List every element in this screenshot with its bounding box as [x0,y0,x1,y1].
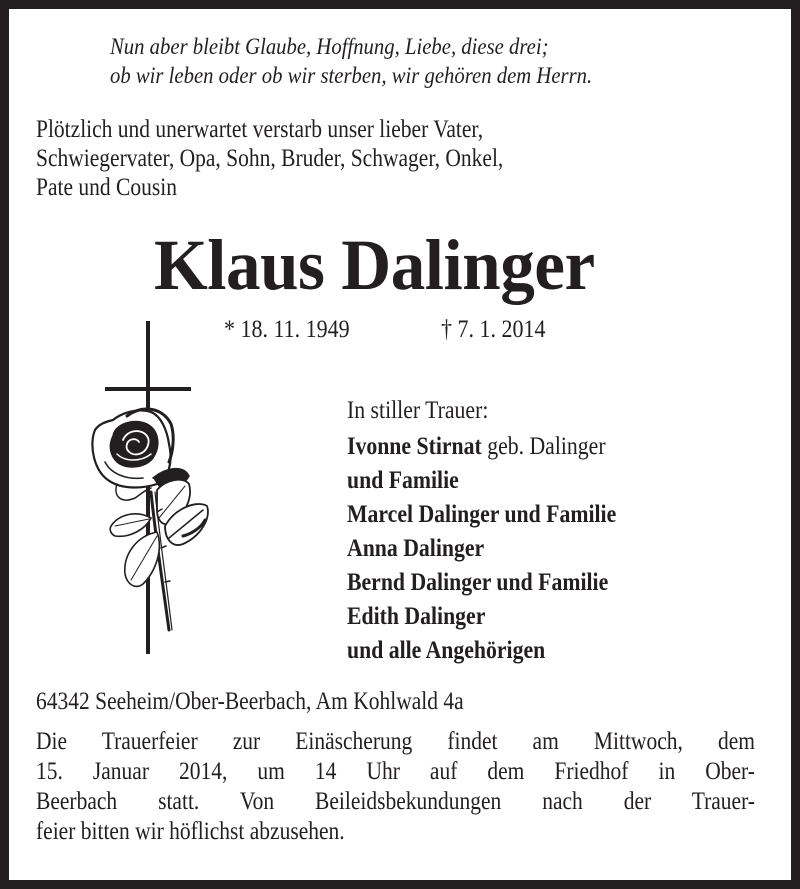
announcement-intro [36,115,579,202]
mourner-entry: Ivonne Stirnat geb. Dalinger [347,433,606,460]
bible-verse [110,32,646,90]
funeral-service-info [36,727,755,847]
service-line: Beerbach statt. Von Beileidsbekundungen nach der Trauer- [36,788,755,815]
mourner-entry: Marcel Dalinger und Familie [347,501,617,528]
verse-line: ob wir leben oder ob wir sterben, wir gehören dem Herrn. [110,63,593,88]
mourner-entry: und alle Angehörigen [347,637,546,664]
mourner-entry: Bernd Dalinger und Familie [347,569,609,596]
mourner-entry: Edith Dalinger [347,603,486,630]
cross-with-rose-icon [65,312,215,662]
mourner-entry: Anna Dalinger [347,535,485,562]
intro-line: Schwiegervater, Opa, Sohn, Bruder, Schwager, Onkel, [36,145,504,172]
mourners-list [347,394,656,668]
service-line: Die Trauerfeier zur Einäscherung findet am Mittwoch, dem [36,728,755,755]
family-address: 64342 Seeheim/Ober-Beerbach, Am Kohlwald 4a [36,688,464,715]
mourners-header: In stiller Trauer: [347,397,489,424]
death-date: † 7. 1. 2014 [441,316,546,343]
birth-date: * 18. 11. 1949 [224,316,350,343]
intro-line: Plötzlich und unerwartet verstarb unser lieber Vater, [36,116,484,143]
service-line: 15. Januar 2014, um 14 Uhr auf dem Friedhof in Ober- [36,758,755,785]
intro-line: Pate und Cousin [36,174,177,201]
mourner-entry: und Familie [347,467,459,494]
verse-line: Nun aber bleibt Glaube, Hoffnung, Liebe, diese drei; [110,34,549,59]
service-line: feier bitten wir höflichst abzusehen. [36,818,345,845]
deceased-name: Klaus Dalinger [154,225,595,305]
